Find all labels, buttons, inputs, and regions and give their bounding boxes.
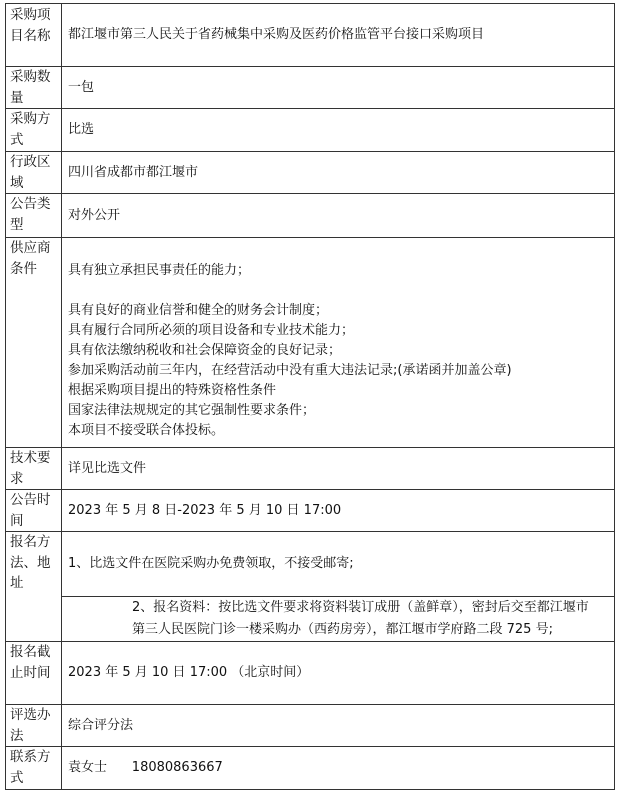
row-project-name xyxy=(6,4,615,67)
label-project-name: 采购项目名称 xyxy=(6,4,62,67)
label-evaluation: 评选办法 xyxy=(6,705,62,747)
label-signup: 报名方法、地址 xyxy=(6,532,62,642)
signup-details: 2、报名资料：按比选文件要求将资料装订成册（盖鲜章），密封后交至都江堰市第三人民医院门诊一楼采购办（西药房旁），都江堰市学府路二段 725 号; xyxy=(132,600,589,637)
label-deadline: 报名截止时间 xyxy=(6,642,62,705)
row-region xyxy=(6,152,615,194)
value-project-name: 都江堰市第三人民关于省药械集中采购及医药价格监管平台接口采购项目 xyxy=(62,4,615,67)
procurement-info-table xyxy=(5,3,615,790)
supplier-requirement-item: 具有履行合同所必须的项目设备和专业技术能力； xyxy=(68,322,355,338)
value-region: 四川省成都市都江堰市 xyxy=(62,152,615,194)
supplier-requirement-item: 根据采购项目提出的特殊资格性条件 xyxy=(68,382,277,398)
value-signup-1: 1、比选文件在医院采购办免费领取，不接受邮寄; xyxy=(62,532,615,597)
supplier-requirement-item: 具有良好的商业信誉和健全的财务会计制度； xyxy=(68,302,329,318)
row-signup-2 xyxy=(6,597,615,642)
label-supplier: 供应商条件 xyxy=(6,238,62,448)
supplier-requirement-item: 具有独立承担民事责任的能力； xyxy=(68,262,251,278)
supplier-requirement-item: 具有依法缴纳税收和社会保障资金的良好记录； xyxy=(68,342,342,358)
value-notice-type: 对外公开 xyxy=(62,194,615,238)
row-deadline xyxy=(6,642,615,705)
value-deadline: 2023 年 5 月 10 日 17:00 （北京时间） xyxy=(62,642,615,705)
value-signup-2 xyxy=(62,597,615,642)
row-contact xyxy=(6,747,615,790)
supplier-requirement-item: 本项目不接受联合体投标。 xyxy=(68,422,225,438)
value-contact: 袁女士 18080863667 xyxy=(62,747,615,790)
label-method: 采购方式 xyxy=(6,109,62,152)
supplier-requirement-item: 国家法律法规规定的其它强制性要求条件； xyxy=(68,402,316,418)
row-method xyxy=(6,109,615,152)
label-region: 行政区域 xyxy=(6,152,62,194)
value-supplier xyxy=(62,238,615,448)
row-quantity xyxy=(6,67,615,109)
row-evaluation xyxy=(6,705,615,747)
value-method: 比选 xyxy=(62,109,615,152)
label-tech: 技术要求 xyxy=(6,448,62,490)
label-contact: 联系方式 xyxy=(6,747,62,790)
supplier-requirements-list xyxy=(68,243,608,443)
value-tech: 详见比选文件 xyxy=(62,448,615,490)
row-supplier xyxy=(6,238,615,448)
list-spacer xyxy=(68,281,608,301)
value-notice-time: 2023 年 5 月 8 日-2023 年 5 月 10 日 17:00 xyxy=(62,490,615,532)
row-tech xyxy=(6,448,615,490)
label-quantity: 采购数量 xyxy=(6,67,62,109)
row-notice-type xyxy=(6,194,615,238)
label-notice-time: 公告时间 xyxy=(6,490,62,532)
row-notice-time xyxy=(6,490,615,532)
supplier-requirement-item: 参加采购活动前三年内，在经营活动中没有重大违法记录;(承诺函并加盖公章) xyxy=(68,362,512,378)
row-signup xyxy=(6,532,615,597)
value-quantity: 一包 xyxy=(62,67,615,109)
value-evaluation: 综合评分法 xyxy=(62,705,615,747)
label-notice-type: 公告类型 xyxy=(6,194,62,238)
